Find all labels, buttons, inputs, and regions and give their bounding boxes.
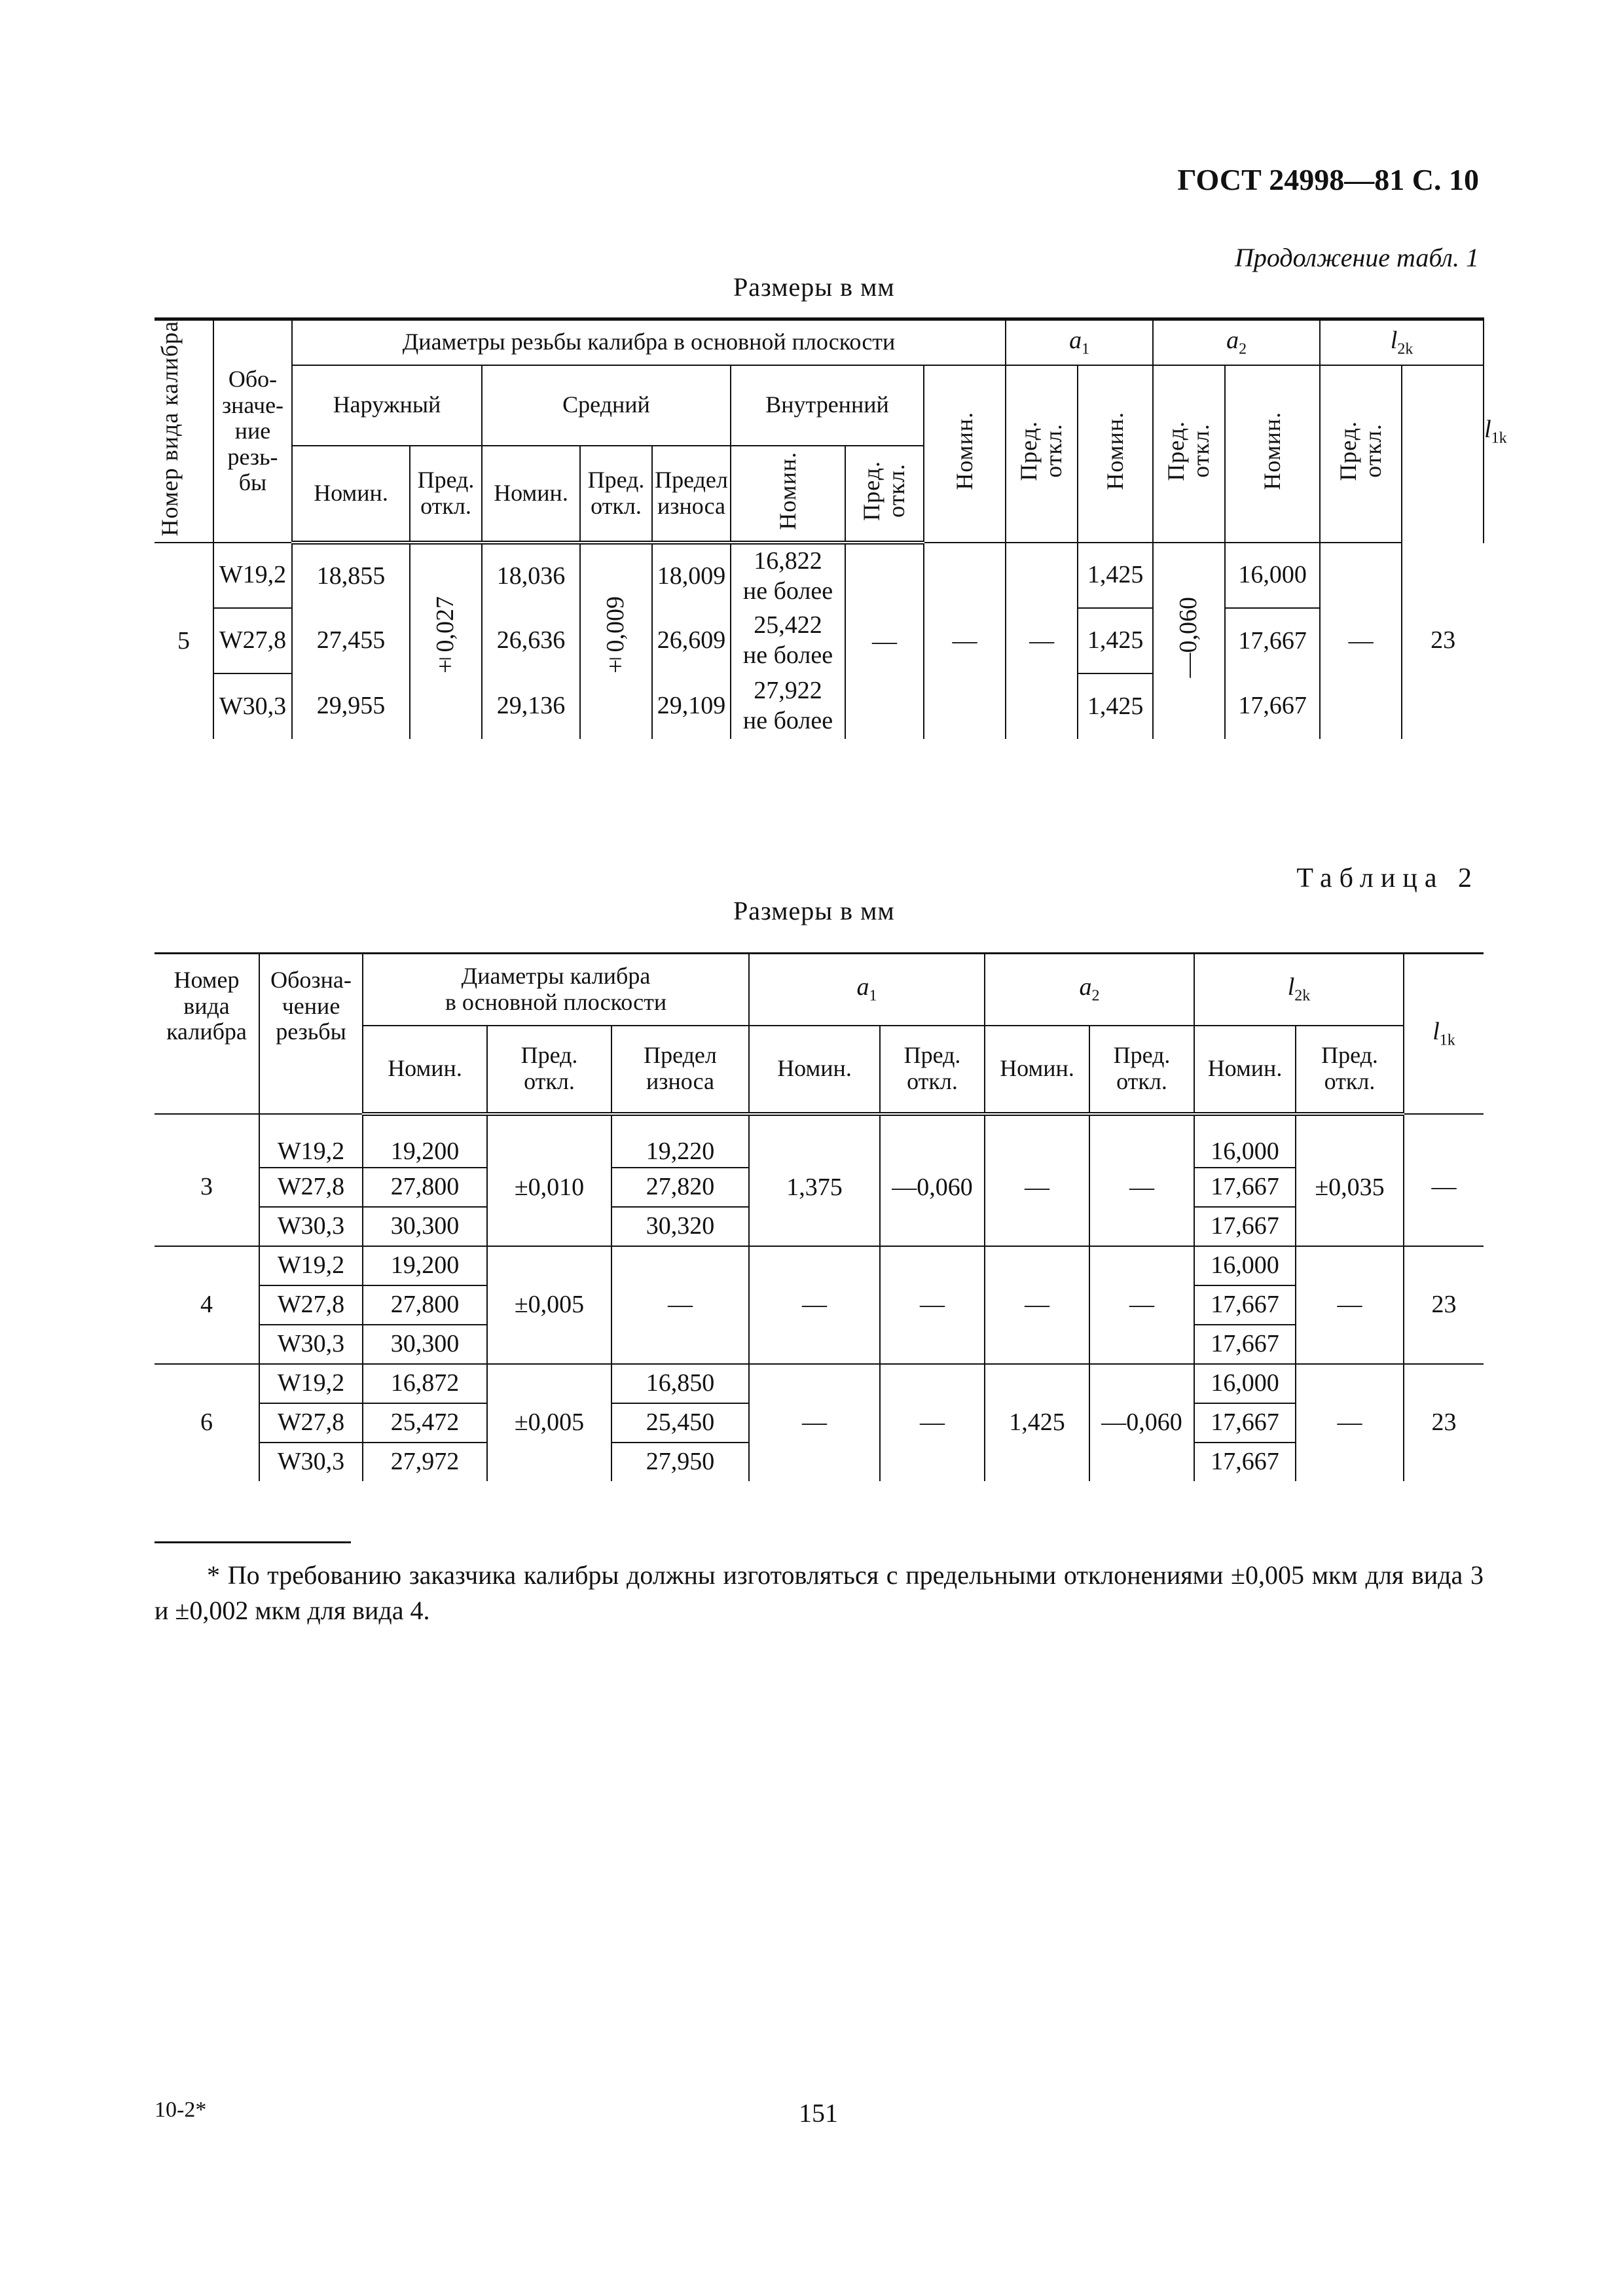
t1-cell-des: W30,3 <box>213 673 292 739</box>
t2-cell-l2k: 16,000 <box>1194 1246 1296 1285</box>
t1-cell-des: W19,2 <box>213 543 292 608</box>
t2-header-wear: Предел износа <box>611 1026 749 1114</box>
t2-header-nom: Номин. <box>363 1026 487 1114</box>
t1-cell-wear: 26,609 <box>652 608 731 673</box>
t1-cell-wear: 18,009 <box>652 543 731 608</box>
t1-header-inner-dev: Пред. откл. <box>845 446 924 543</box>
footnote-rule <box>155 1541 351 1543</box>
t2-cell-l2k-dev: — <box>1296 1364 1404 1481</box>
t1-cell-outer-dev: ±0,027 <box>410 543 482 739</box>
t1-cell-a2-dev: —0,060 <box>1153 543 1225 739</box>
t1-header-outer-dev: Пред. откл. <box>410 446 482 543</box>
t2-cell-wear: 30,320 <box>611 1207 749 1246</box>
t2-header-l2k-dev: Пред. откл. <box>1296 1026 1404 1114</box>
t1-header-mid-dev: Пред. откл. <box>580 446 652 543</box>
t2-cell-l2k: 17,667 <box>1194 1443 1296 1481</box>
t2-header-diameters: Диаметры калибра в основной плоскости <box>363 954 749 1026</box>
t2-cell-l2k: 17,667 <box>1194 1168 1296 1207</box>
t1-header-inner-nom: Номин. <box>731 446 845 543</box>
t1-header-a1: $a_1$ <box>1006 319 1153 365</box>
t1-header-l2k: $l_{2k}$ <box>1320 319 1484 365</box>
t2-cell-l2k: 17,667 <box>1194 1285 1296 1325</box>
t2-header-a1-dev: Пред. откл. <box>880 1026 985 1114</box>
t2-cell-l2k: 17,667 <box>1194 1325 1296 1364</box>
t2-cell-wear: 19,220 <box>611 1114 749 1168</box>
t1-header-a2: $a_2$ <box>1153 319 1320 365</box>
footnote: * По требованию заказчика калибры должны изготовляться с предельными отклонениями ±0,005 мкм для вида 3 и ±0,002 мкм для вида 4. <box>155 1560 1484 1625</box>
t1-header-num: Номер вида калибра <box>155 319 213 543</box>
table1-units: Размеры в мм <box>733 272 895 302</box>
t2-cell-l2k: 17,667 <box>1194 1207 1296 1246</box>
t2-header-l1k: $l_{1k}$ <box>1404 954 1484 1114</box>
t2-cell-wear: 27,950 <box>611 1443 749 1481</box>
t2-cell-nom: 19,200 <box>363 1246 487 1285</box>
t2-cell-num: 3 <box>155 1114 259 1246</box>
t2-cell-l1k: — <box>1404 1114 1484 1246</box>
t2-cell-nom: 25,472 <box>363 1403 487 1443</box>
t2-header-designation: Обозна- чение резьбы <box>259 954 363 1114</box>
t2-cell-des: W30,3 <box>259 1443 363 1481</box>
table-2 <box>155 952 1484 1481</box>
t1-header-a1-nom: Номин. <box>924 365 1006 543</box>
t2-cell-l2k: 17,667 <box>1194 1403 1296 1443</box>
t2-cell-l1k: 23 <box>1404 1246 1484 1364</box>
table2-units: Размеры в мм <box>733 896 895 925</box>
t2-cell-wear: 27,820 <box>611 1168 749 1207</box>
t2-cell-nom: 27,972 <box>363 1443 487 1481</box>
t2-cell-des: W19,2 <box>259 1246 363 1285</box>
t1-cell-a2: 1,425 <box>1078 608 1153 673</box>
t1-cell-l2k: 17,667 <box>1225 673 1320 739</box>
t1-cell-inner: 16,822 не более <box>731 543 845 608</box>
t1-header-mid-nom: Номин. <box>482 446 580 543</box>
t1-header-a2-nom: Номин. <box>1078 365 1153 543</box>
t2-cell-a1-dev: — <box>880 1364 985 1481</box>
t1-header-l2k-dev: Пред. откл. <box>1320 365 1402 543</box>
t2-header-a1: $a_1$ <box>749 954 985 1026</box>
t2-cell-des: W30,3 <box>259 1207 363 1246</box>
t2-cell-wear: — <box>611 1246 749 1364</box>
t2-cell-des: W19,2 <box>259 1114 363 1168</box>
t2-cell-des: W27,8 <box>259 1403 363 1443</box>
t2-header-a1-nom: Номин. <box>749 1026 880 1114</box>
t1-cell-num: 5 <box>155 543 213 739</box>
t2-cell-des: W30,3 <box>259 1325 363 1364</box>
t2-header-a2-dev: Пред. откл. <box>1089 1026 1194 1114</box>
t2-cell-dev: ±0,005 <box>487 1364 611 1481</box>
t1-header-outer: Наружный <box>292 365 482 446</box>
t1-cell-inner-dev: — <box>845 543 924 739</box>
t2-cell-a2-dev: — <box>1089 1246 1194 1364</box>
t2-cell-a1-nom: — <box>749 1364 880 1481</box>
t1-cell-a1-nom: — <box>924 543 1006 739</box>
t1-cell-mid-dev: ±0,009 <box>580 543 652 739</box>
t2-cell-wear: 16,850 <box>611 1364 749 1403</box>
t2-cell-wear: 25,450 <box>611 1403 749 1443</box>
t2-cell-num: 6 <box>155 1364 259 1481</box>
t2-header-num: Номер вида калибра <box>155 954 259 1114</box>
t2-header-a2-nom: Номин. <box>985 1026 1089 1114</box>
t1-header-a1-dev: Пред. откл. <box>1006 365 1078 543</box>
t1-header-l2k-nom: Номин. <box>1225 365 1320 543</box>
t2-cell-a2-dev: —0,060 <box>1089 1364 1194 1481</box>
t2-cell-nom: 19,200 <box>363 1114 487 1168</box>
t1-cell-a2: 1,425 <box>1078 673 1153 739</box>
t2-cell-des: W19,2 <box>259 1364 363 1403</box>
t1-header-mid-wear: Предел износа <box>652 446 731 543</box>
t2-cell-dev: ±0,010 <box>487 1114 611 1246</box>
t2-cell-a2-nom: — <box>985 1114 1089 1246</box>
t2-cell-des: W27,8 <box>259 1285 363 1325</box>
t1-cell-inner: 27,922 не более <box>731 673 845 739</box>
t2-cell-l1k: 23 <box>1404 1364 1484 1481</box>
t1-cell-a1-dev: — <box>1006 543 1078 739</box>
t2-cell-a1-nom: 1,375 <box>749 1114 880 1246</box>
t1-header-diameters: Диаметры резьбы калибра в основной плоскости <box>292 319 1006 365</box>
t2-cell-a2-nom: 1,425 <box>985 1364 1089 1481</box>
t1-cell-l2k: 16,000 <box>1225 543 1320 608</box>
t1-cell-outer: 29,955 <box>292 673 410 739</box>
table2-number: Таблица 2 <box>1296 863 1479 893</box>
t1-cell-des: W27,8 <box>213 608 292 673</box>
t1-cell-outer: 18,855 <box>292 543 410 608</box>
t2-cell-nom: 16,872 <box>363 1364 487 1403</box>
t1-cell-mid: 26,636 <box>482 608 580 673</box>
t2-cell-a1-dev: — <box>880 1246 985 1364</box>
t2-header-dev: Пред. откл. <box>487 1026 611 1114</box>
page-number: 151 <box>799 2098 838 2128</box>
t1-cell-outer: 27,455 <box>292 608 410 673</box>
t1-header-a2-dev: Пред. откл. <box>1153 365 1225 543</box>
t1-header-inner: Внутренний <box>731 365 924 446</box>
t2-cell-l2k-dev: — <box>1296 1246 1404 1364</box>
t1-cell-wear: 29,109 <box>652 673 731 739</box>
t2-header-a2: $a_2$ <box>985 954 1194 1026</box>
table-1: Номер вида калибра Обо- значе- ние резь- бы Диаметры резьбы калибра в основной плоскости $a_1$ $a_2$ $l_{2k}$ $l_{1k}$ Наружный Средний Внутренний Номин. Пред. откл. Номин. Пред. откл. Номин. Пред. откл. Номин. Пред. откл. Номин. Пред. откл. Предел износа Номин. Пред. откл. 5 W19,2 18,855 ±0,027 18,036 ±0,009 18,009 16,822 не более — — — 1,425 —0,060 16,000 — 23 W27,8 27,455 26,636 26,609 25,422 не более 1,425 17,667 W30,3 29,955 29,136 29,109 27,922 не более 1,425 17,667 <box>155 317 1484 739</box>
t2-cell-nom: 30,300 <box>363 1207 487 1246</box>
t2-cell-a1-dev: —0,060 <box>880 1114 985 1246</box>
t2-cell-nom: 27,800 <box>363 1285 487 1325</box>
t1-cell-mid: 29,136 <box>482 673 580 739</box>
t2-cell-nom: 27,800 <box>363 1168 487 1207</box>
t2-cell-l2k-dev: ±0,035 <box>1296 1114 1404 1246</box>
sheet-code: 10-2* <box>155 2098 207 2122</box>
t2-header-l2k-nom: Номин. <box>1194 1026 1296 1114</box>
t1-cell-l1k: 23 <box>1402 543 1484 739</box>
t1-header-designation: Обо- значе- ние резь- бы <box>213 319 292 543</box>
t1-cell-l2k-dev: — <box>1320 543 1402 739</box>
t1-cell-inner: 25,422 не более <box>731 608 845 673</box>
t2-cell-l2k: 16,000 <box>1194 1114 1296 1168</box>
t2-cell-des: W27,8 <box>259 1168 363 1207</box>
t1-cell-l2k: 17,667 <box>1225 608 1320 673</box>
t2-header-l2k: $l_{2k}$ <box>1194 954 1404 1026</box>
t2-cell-a2-nom: — <box>985 1246 1089 1364</box>
t1-cell-a2: 1,425 <box>1078 543 1153 608</box>
t1-cell-mid: 18,036 <box>482 543 580 608</box>
t2-cell-dev: ±0,005 <box>487 1246 611 1364</box>
continuation-label: Продолжение табл. 1 <box>1234 243 1479 272</box>
t2-cell-l2k: 16,000 <box>1194 1364 1296 1403</box>
t2-cell-num: 4 <box>155 1246 259 1364</box>
t1-header-middle: Средний <box>482 365 731 446</box>
t2-cell-a1-nom: — <box>749 1246 880 1364</box>
t1-header-outer-nom: Номин. <box>292 446 410 543</box>
document-header: ГОСТ 24998—81 С. 10 <box>1177 163 1479 196</box>
t2-cell-a2-dev: — <box>1089 1114 1194 1246</box>
t2-cell-nom: 30,300 <box>363 1325 487 1364</box>
